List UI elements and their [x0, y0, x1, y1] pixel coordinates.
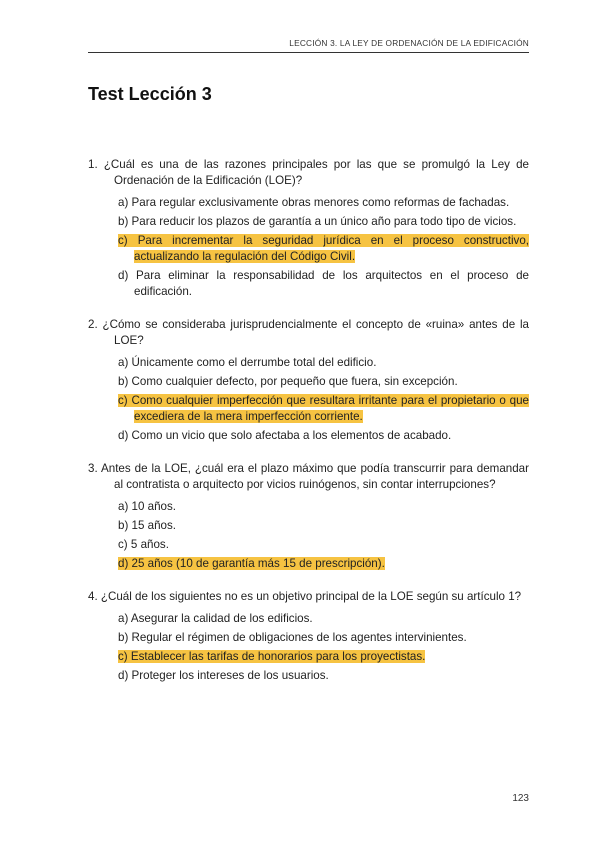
option-text: Asegurar la calidad de los edificios.	[130, 612, 313, 625]
option-d-highlighted	[88, 556, 529, 572]
option-text: Para incrementar la seguridad jurídica en el proceso constructivo, actualizando la regulación del Código Civil.	[134, 234, 529, 263]
question-4	[88, 589, 529, 684]
question-text: ¿Cuál es una de las razones principales por las que se promulgó la Ley de Ordenación de la Edificación (LOE)?	[103, 158, 529, 187]
option-text: Para eliminar la responsabilidad de los arquitectos en el proceso de edificación.	[134, 269, 529, 298]
option-a	[88, 499, 529, 515]
option-letter: b)	[118, 519, 129, 532]
option-a	[88, 355, 529, 371]
page-number: 123	[512, 793, 529, 804]
question-stem	[88, 461, 529, 493]
option-b	[88, 374, 529, 390]
option-text: 5 años.	[130, 538, 169, 551]
option-letter: c)	[118, 394, 128, 407]
option-letter: b)	[118, 215, 129, 228]
option-text: Regular el régimen de obligaciones de los agentes intervinientes.	[131, 631, 467, 644]
question-1	[88, 157, 529, 300]
option-letter: d)	[118, 429, 129, 442]
option-d	[88, 668, 529, 684]
question-text: ¿Cuál de los siguientes no es un objetivo principal de la LOE según su artículo 1?	[100, 590, 522, 603]
option-text: 10 años.	[131, 500, 177, 513]
question-stem	[88, 157, 529, 189]
option-d	[88, 268, 529, 300]
option-letter: c)	[118, 538, 128, 551]
option-text: 15 años.	[131, 519, 177, 532]
option-text: Como cualquier defecto, por pequeño que fuera, sin excepción.	[131, 375, 458, 388]
header-divider	[88, 52, 529, 53]
option-letter: a)	[118, 500, 129, 513]
question-stem	[88, 589, 529, 605]
option-b	[88, 630, 529, 646]
question-number: 4.	[88, 590, 98, 603]
option-text: Para regular exclusivamente obras menores como reformas de fachadas.	[131, 196, 510, 209]
option-letter: a)	[118, 196, 129, 209]
option-text: Únicamente como el derrumbe total del edificio.	[131, 356, 377, 369]
running-header: LECCIÓN 3. LA LEY DE ORDENACIÓN DE LA EDIFICACIÓN	[289, 38, 529, 48]
highlighted-answer	[118, 557, 385, 570]
option-text: Establecer las tarifas de honorarios para los proyectistas.	[130, 650, 426, 663]
option-letter: a)	[118, 612, 129, 625]
highlighted-answer	[118, 650, 425, 663]
option-text: Como cualquier imperfección que resultara irritante para el propietario o que excediera de la mera imperfección corriente.	[131, 394, 529, 423]
option-list	[88, 611, 529, 684]
option-letter: a)	[118, 356, 129, 369]
option-letter: d)	[118, 669, 129, 682]
question-2	[88, 317, 529, 444]
option-d	[88, 428, 529, 444]
option-a	[88, 611, 529, 627]
option-c	[88, 537, 529, 553]
option-letter: b)	[118, 631, 129, 644]
option-b	[88, 214, 529, 230]
option-letter: d)	[118, 269, 129, 282]
highlighted-answer	[118, 234, 529, 263]
question-list	[88, 157, 529, 687]
option-a	[88, 195, 529, 211]
question-number: 2.	[88, 318, 98, 331]
question-number: 1.	[88, 158, 98, 171]
option-c-highlighted	[88, 233, 529, 265]
option-list	[88, 355, 529, 444]
question-text: Antes de la LOE, ¿cuál era el plazo máximo que podía transcurrir para demandar al contratista o arquitecto por vicios ruinógenos, sin contar interrupciones?	[101, 462, 529, 491]
option-b	[88, 518, 529, 534]
option-letter: b)	[118, 375, 129, 388]
option-text: Proteger los intereses de los usuarios.	[131, 669, 329, 682]
option-letter: d)	[118, 557, 129, 570]
question-stem	[88, 317, 529, 349]
option-c-highlighted	[88, 393, 529, 425]
option-list	[88, 499, 529, 572]
question-number: 3.	[88, 462, 98, 475]
option-text: Como un vicio que solo afectaba a los elementos de acabado.	[131, 429, 452, 442]
option-list	[88, 195, 529, 300]
option-letter: c)	[118, 650, 128, 663]
option-c-highlighted	[88, 649, 529, 665]
option-text: 25 años (10 de garantía más 15 de prescripción).	[131, 557, 385, 570]
question-3	[88, 461, 529, 572]
highlighted-answer	[118, 394, 529, 423]
question-text: ¿Cómo se consideraba jurisprudencialmente el concepto de «ruina» antes de la LOE?	[102, 318, 529, 347]
page-title: Test Lección 3	[88, 84, 212, 104]
option-letter: c)	[118, 234, 128, 247]
option-text: Para reducir los plazos de garantía a un único año para todo tipo de vicios.	[131, 215, 517, 228]
